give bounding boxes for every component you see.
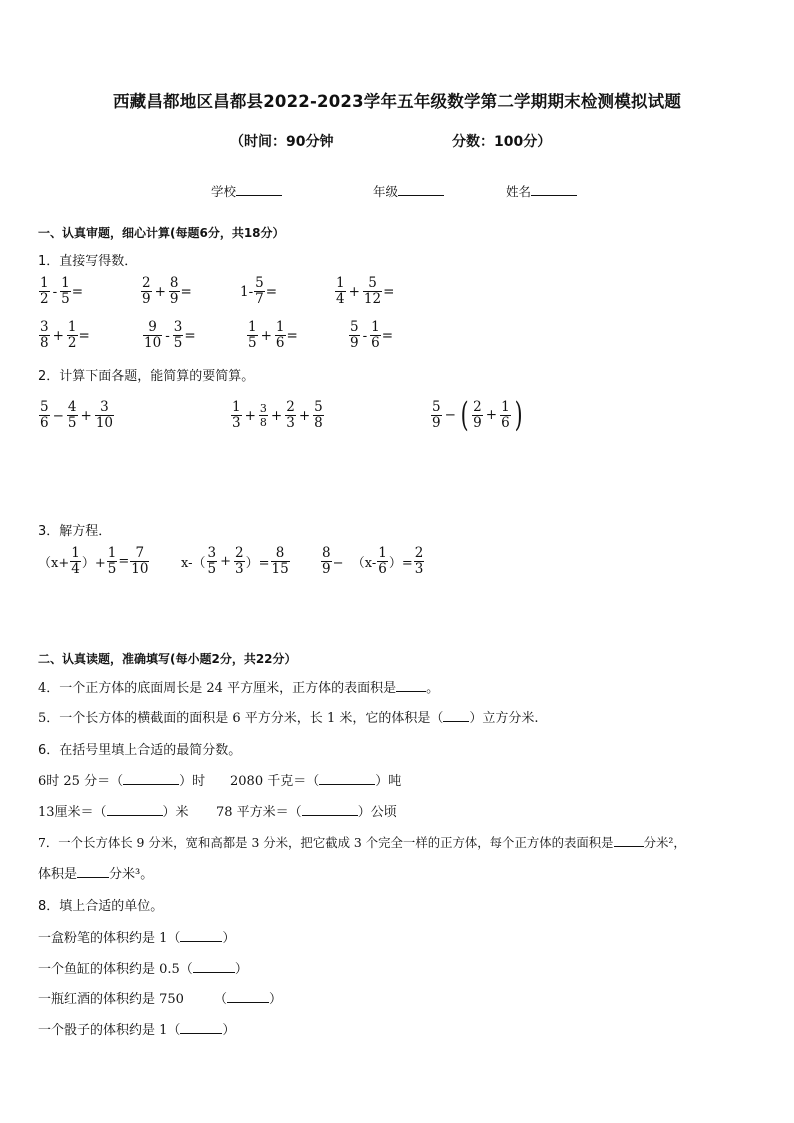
- q1-item-8: 5 9 - $\frac{1}{6}$ =: [350, 319, 394, 351]
- q6-row-2b: 78 平方米＝（ ）公顷: [216, 805, 397, 820]
- q1-item-4: 1 4 + $\frac{5}{12}$ =: [336, 275, 395, 307]
- fraction: $\frac{1}{5}$: [61, 275, 70, 307]
- q8-item-2: 一个鱼缸的体积约是 0.5（ ）: [38, 962, 248, 977]
- q1-item-6: 9 10 - $\frac{3}{5}$ =: [144, 319, 196, 351]
- q4-answer-blank[interactable]: [396, 679, 426, 692]
- score-label: 分数：100分）: [452, 134, 552, 150]
- grade-field[interactable]: [373, 182, 444, 200]
- school-label: 学校: [211, 184, 237, 199]
- section1-heading: 一、认真审题，细心计算(每题6分，共18分）: [38, 226, 285, 240]
- q1-item-7: 1 5 + $\frac{1}{6}$ =: [248, 319, 298, 351]
- q3-equation-2: x-（ 3 5 + $\frac{2}{3}$ ）= $\frac{8}{15}$: [181, 545, 289, 577]
- time-label: （时间：90分钟: [230, 134, 334, 150]
- q5: 5．一个长方体的横截面的面积是 6 平方分米，长 1 米，它的体积是（ ）立方分米.: [38, 711, 539, 726]
- q8-blank-1[interactable]: [180, 929, 222, 942]
- fraction: 1 2: [40, 275, 49, 307]
- q8-blank-4[interactable]: [180, 1021, 222, 1034]
- q6-row-1a: 6时 25 分＝（ ）时: [38, 774, 206, 789]
- name-field[interactable]: [506, 182, 577, 200]
- q6-row-2a: 13厘米＝（ ）米: [38, 805, 189, 820]
- q8-blank-2[interactable]: [193, 960, 235, 973]
- q4: 4．一个正方体的底面周长是 24 平方厘米，正方体的表面积是 。: [38, 681, 440, 696]
- q6-blank-1[interactable]: [123, 772, 179, 785]
- q1-item-3: 1- $\frac{5}{7}$ =: [240, 275, 278, 307]
- q7-line-2: 体积是 分米³。: [38, 867, 154, 882]
- q8-item-3: 一瓶红酒的体积约是 750 （ ）: [38, 992, 282, 1007]
- q8-item-4: 一个骰子的体积约是 1（ ）: [38, 1023, 236, 1038]
- q3-equation-3: 8 9 − （x- 1 6 ）= $\frac{2}{3}$: [322, 545, 424, 577]
- q2-expression-2: 1 3 + $\frac{3}{8}$ + $\frac{2}{3}$ + $\frac{5}{8}$: [232, 399, 323, 431]
- q2-expression-1: 5 6 − $\frac{4}{5}$ + $\frac{3}{10}$: [40, 399, 113, 431]
- grade-label: 年级: [373, 184, 399, 199]
- page-title: 西藏昌都地区昌都县2022-2023学年五年级数学第二学期期末检测模拟试题: [112, 92, 682, 111]
- q3-stem: 3．解方程．: [38, 524, 112, 539]
- q7-blank-area[interactable]: [614, 834, 644, 847]
- q6-row-1b: 2080 千克＝（ ）吨: [230, 774, 402, 789]
- q5-answer-blank[interactable]: [443, 709, 469, 722]
- name-label: 姓名: [506, 184, 532, 199]
- q7-blank-volume[interactable]: [77, 865, 109, 878]
- q7-line-1: 7．一个长方体长 9 分米，宽和高都是 3 分米，把它截成 3 个完全一样的正方体，每个正方体的表面积是 分米²，: [38, 835, 686, 850]
- q6-blank-4[interactable]: [302, 803, 358, 816]
- q6-stem: 6．在括号里填上合适的最简分数。: [38, 743, 242, 758]
- q2-expression-3: 5 9 − ( 2 9 + $\frac{1}{6}$ ): [432, 395, 523, 435]
- q1-item-2: 2 9 + $\frac{8}{9}$ =: [142, 275, 192, 307]
- q1-item-5: 3 8 + $\frac{1}{2}$ =: [40, 319, 90, 351]
- q8-stem: 8．填上合适的单位。: [38, 899, 164, 914]
- q2-stem: 2．计算下面各题，能简算的要简算。: [38, 369, 255, 384]
- q6-blank-3[interactable]: [107, 803, 163, 816]
- grade-blank[interactable]: [398, 183, 444, 196]
- q8-blank-3[interactable]: [227, 990, 269, 1003]
- school-field[interactable]: [211, 182, 282, 200]
- q1-stem: 1．直接写得数．: [38, 254, 138, 269]
- section2-heading: 二、认真读题，准确填写(每小题2分，共22分）: [38, 652, 297, 666]
- q8-item-1: 一盒粉笔的体积约是 1（ ）: [38, 931, 236, 946]
- school-blank[interactable]: [236, 183, 282, 196]
- q1-item-1: 1 2 - $\frac{1}{5}$ =: [40, 275, 84, 307]
- q3-equation-1: （x+ $\frac{1}{4}$ ）+ $\frac{1}{5}$ = $\frac{7}{10}$: [38, 545, 149, 577]
- q6-blank-2[interactable]: [319, 772, 375, 785]
- name-blank[interactable]: [531, 183, 577, 196]
